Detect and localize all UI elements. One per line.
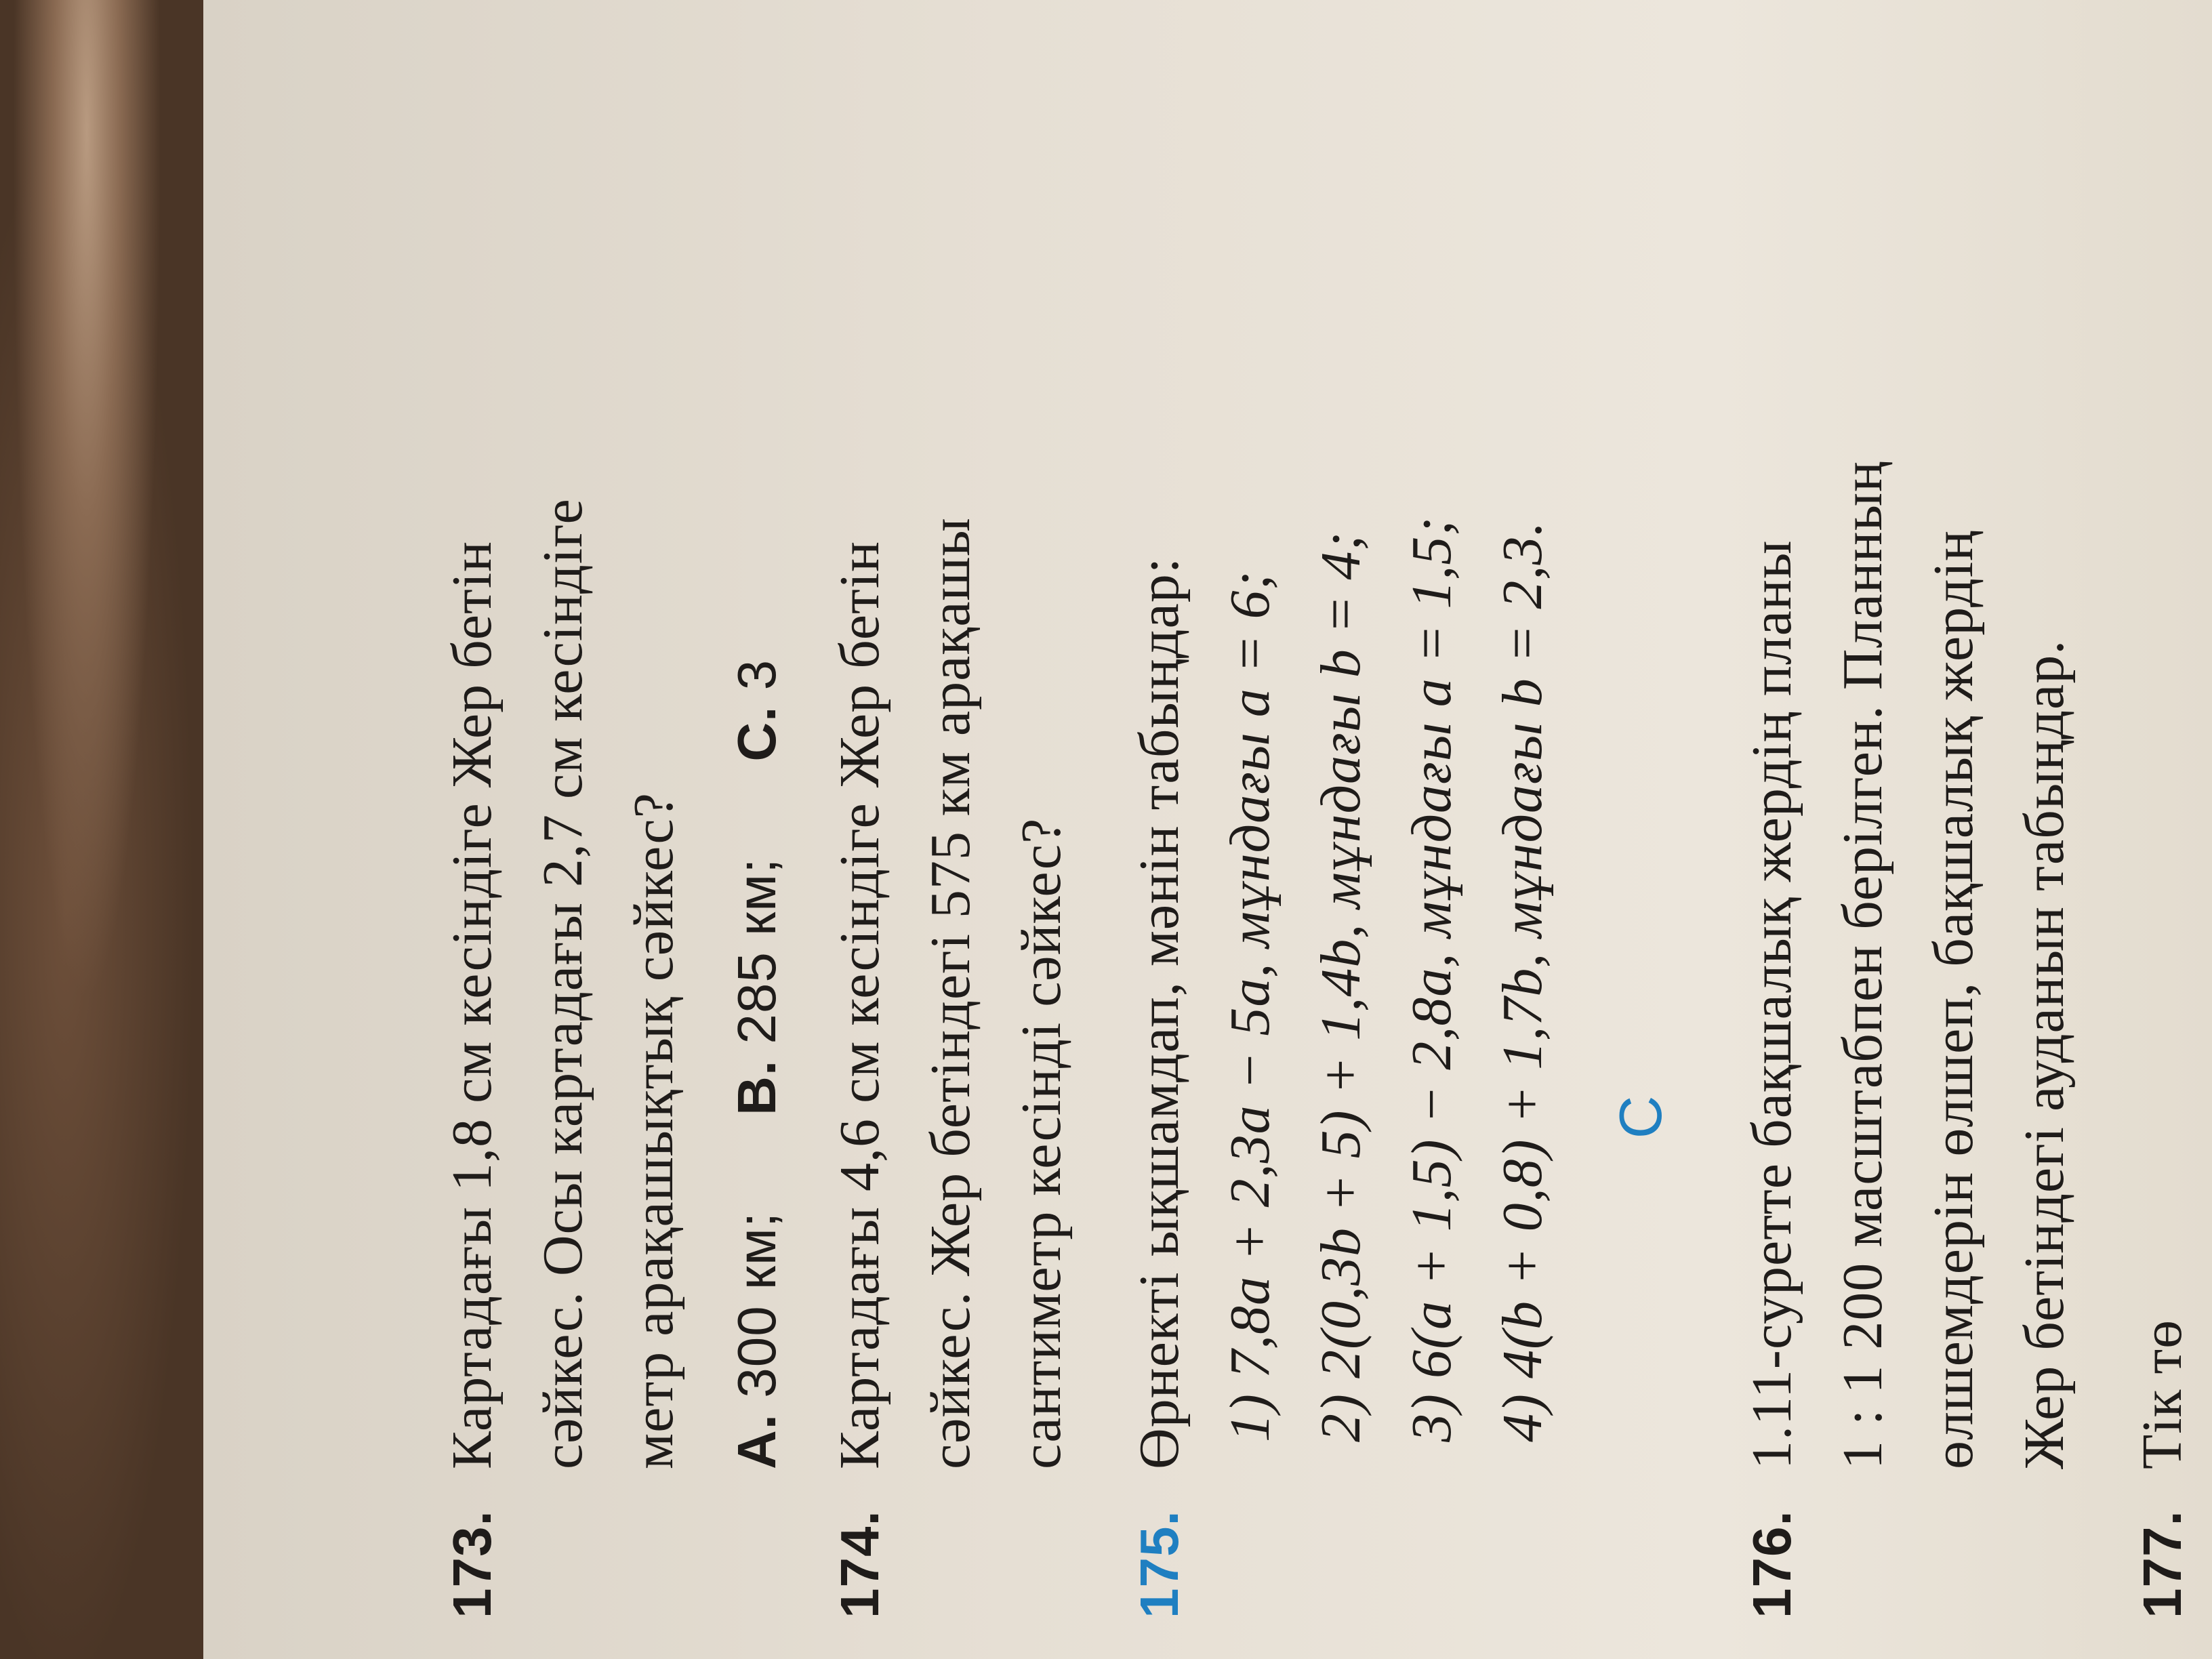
problem-number: 174. bbox=[830, 1510, 890, 1618]
problem-text-line: Жер бетіндегі ауданын табыңдар. bbox=[2013, 639, 2076, 1469]
problem-177 bbox=[2117, 5, 2208, 1618]
problem-text-line: Өрнекті ықшамдап, мәнін табыңдар: bbox=[1128, 556, 1191, 1469]
problem-text-line: сантиметр кесінді сәйкес? bbox=[1010, 817, 1073, 1469]
problem-number: 176. bbox=[1742, 1510, 1802, 1618]
problem-text-line: Картадағы 4,6 см кесіндіге Жер бетін bbox=[828, 540, 891, 1469]
option-text: 3 bbox=[726, 659, 787, 691]
problem-176 bbox=[1727, 5, 2090, 1618]
problem-175 bbox=[1114, 5, 1568, 1618]
problem-text-line: сәйкес. Жер бетіндегі 575 км арақашы bbox=[919, 517, 982, 1469]
problem-text-line: метр арақашықтық сәйкес? bbox=[622, 792, 685, 1469]
problem-text-line: 1 : 1 200 масштабпен берілген. Планның bbox=[1831, 460, 1894, 1469]
problem-text-line: Тік тө bbox=[2131, 1319, 2194, 1469]
option-label: B. bbox=[726, 1059, 787, 1115]
textbook-page bbox=[203, 0, 2212, 1659]
section-label-c: C bbox=[1607, 1094, 1674, 1139]
problem-text-line: сәйкес. Осы картадағы 2,7 см кесіндіге bbox=[531, 498, 594, 1469]
option-text: 300 км; bbox=[726, 1211, 787, 1398]
answer-option-c bbox=[712, 659, 802, 762]
page-content bbox=[427, 5, 2208, 1618]
answer-option-b bbox=[712, 858, 802, 1115]
problem-number: 177. bbox=[2132, 1510, 2192, 1618]
answer-options bbox=[712, 5, 802, 1469]
option-text: 285 км; bbox=[726, 857, 787, 1044]
problem-174 bbox=[815, 5, 1087, 1618]
problem-text-line: Картадағы 1,8 см кесіндіге Жер бетін bbox=[441, 540, 504, 1469]
problem-173 bbox=[427, 5, 802, 1618]
problem-text-line: 1.11-суретте бақшалық жердің планы bbox=[1740, 539, 1803, 1469]
spacer bbox=[1087, 5, 1114, 1618]
exercise-item: 2) 2(0,3b + 5) + 1,4b, мұндағы b = 4; bbox=[1309, 531, 1372, 1442]
page-rotated-frame bbox=[203, 0, 2212, 1659]
problem-text-line: өлшемдерін өлшеп, бақшалық жердің bbox=[1922, 529, 1985, 1469]
spacer bbox=[2090, 5, 2117, 1618]
problem-number: 175. bbox=[1129, 1510, 1189, 1618]
exercise-item: 4) 4(b + 0,8) + 1,7b, мұндағы b = 2,3. bbox=[1491, 520, 1554, 1442]
option-label: A. bbox=[726, 1414, 787, 1469]
answer-option-a bbox=[712, 1212, 802, 1469]
background-surface bbox=[0, 0, 217, 1659]
exercise-item: 1) 7,8a + 2,3a − 5a, мұндағы a = 6; bbox=[1218, 570, 1282, 1442]
exercise-item: 3) 6(a + 1,5) − 2,8a, мұндағы a = 1,5; bbox=[1400, 516, 1463, 1442]
problem-number: 173. bbox=[442, 1510, 502, 1618]
option-label: C. bbox=[726, 705, 787, 762]
